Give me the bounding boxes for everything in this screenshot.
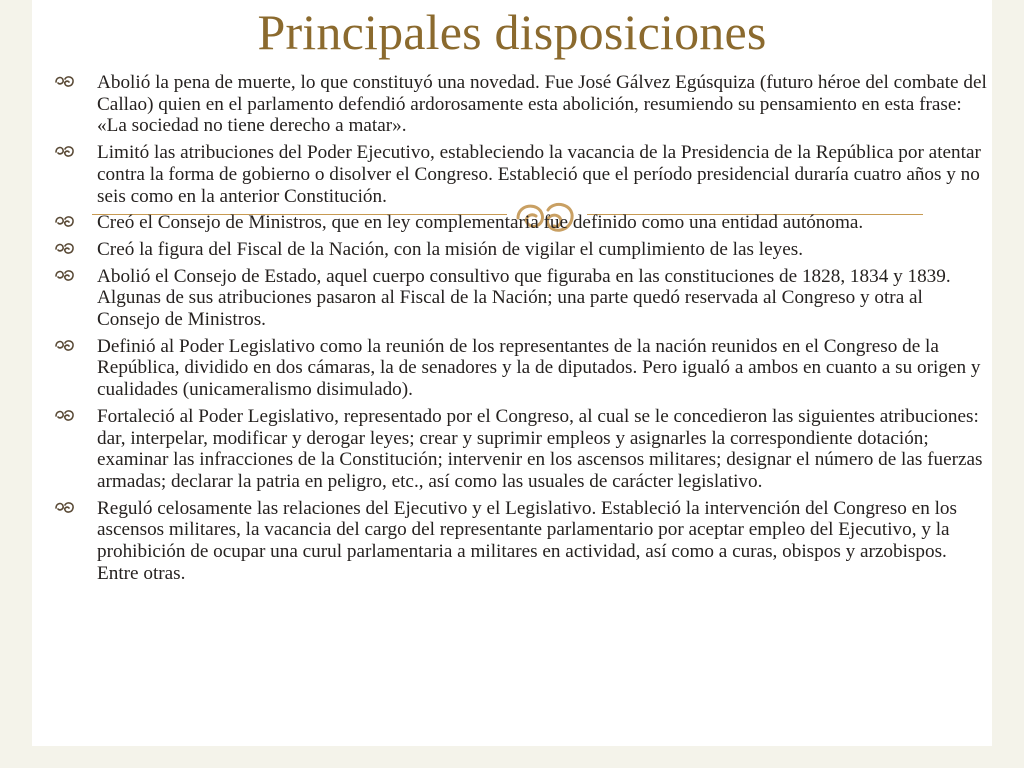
list-item	[49, 406, 989, 493]
ornamental-scroll-bullet-icon	[53, 74, 77, 90]
ornamental-scroll-bullet-icon	[53, 268, 77, 284]
list-item	[49, 72, 989, 137]
list-item-text: Creó la figura del Fiscal de la Nación, con la misión de vigilar el cumplimiento de las leyes.	[97, 238, 804, 260]
ornamental-scroll-bullet-icon	[53, 144, 77, 160]
slide	[32, 0, 992, 746]
list-item	[49, 498, 989, 585]
list-item-text: Limitó las atribuciones del Poder Ejecutivo, estableciendo la vacancia de la Presidencia de la República por atentar contra la forma de gobierno o disolver el Congreso. Estableció que el período presidencial duraría cuatro años y no seis como en la anterior Constitución.	[97, 142, 981, 207]
list-item	[49, 266, 989, 331]
list-item	[49, 212, 989, 234]
list-item-text: Reguló celosamente las relaciones del Ejecutivo y el Legislativo. Estableció la intervención del Congreso en los ascensos militares, la vacancia del cargo del representante parlamentario por aceptar empleo del Ejecutivo, y la prohibición de ocupar una curul parlamentaria a militares en actividad, así como a curas, obispos y arzobispos. Entre otras.	[97, 497, 957, 584]
list-item	[49, 239, 989, 261]
ornamental-scroll-bullet-icon	[53, 214, 77, 230]
ornamental-scroll-bullet-icon	[53, 500, 77, 516]
list-item-text: Abolió el Consejo de Estado, aquel cuerpo consultivo que figuraba en las constituciones de 1828, 1834 y 1839. Algunas de sus atribuciones pasaron al Fiscal de la Nación; una parte quedó reservada al Congreso y otra al Consejo de Ministros.	[97, 265, 951, 331]
list-item-text: Creó el Consejo de Ministros, que en ley complementaria fue definido como una entidad autónoma.	[97, 212, 864, 234]
list-item	[49, 336, 989, 401]
ornamental-scroll-bullet-icon	[53, 241, 77, 257]
bullet-list	[49, 72, 989, 589]
list-item-text: Fortaleció al Poder Legislativo, representado por el Congreso, al cual se le concedieron las siguientes atribuciones: dar, interpelar, modificar y derogar leyes; crear y suprimir empleos y asignarles la correspondiente dotación; examinar las infracciones de la Constitución; intervenir en los ascensos militares; designar el número de las fuerzas armadas; declarar la patria en peligro, etc., así como las usuales de carácter legislativo.	[97, 405, 983, 492]
list-item	[49, 142, 989, 207]
ornamental-scroll-bullet-icon	[53, 338, 77, 354]
slide-title: Principales disposiciones	[257, 4, 767, 60]
ornamental-scroll-bullet-icon	[53, 408, 77, 424]
list-item-text: Definió al Poder Legislativo como la reunión de los representantes de la nación reunidos en el Congreso de la República, dividido en dos cámaras, la de senadores y la de diputados. Pero igualó a ambos en cuanto a su origen y cualidades (unicameralismo disimulado).	[97, 335, 981, 401]
list-item-text: Abolió la pena de muerte, lo que constituyó una novedad. Fue José Gálvez Egúsquiza (futuro héroe del combate del Callao) quien en el parlamento defendió ardorosamente esta abolición, resumiendo su pensamiento en esta frase: «La sociedad no tiene derecho a matar».	[97, 72, 987, 137]
